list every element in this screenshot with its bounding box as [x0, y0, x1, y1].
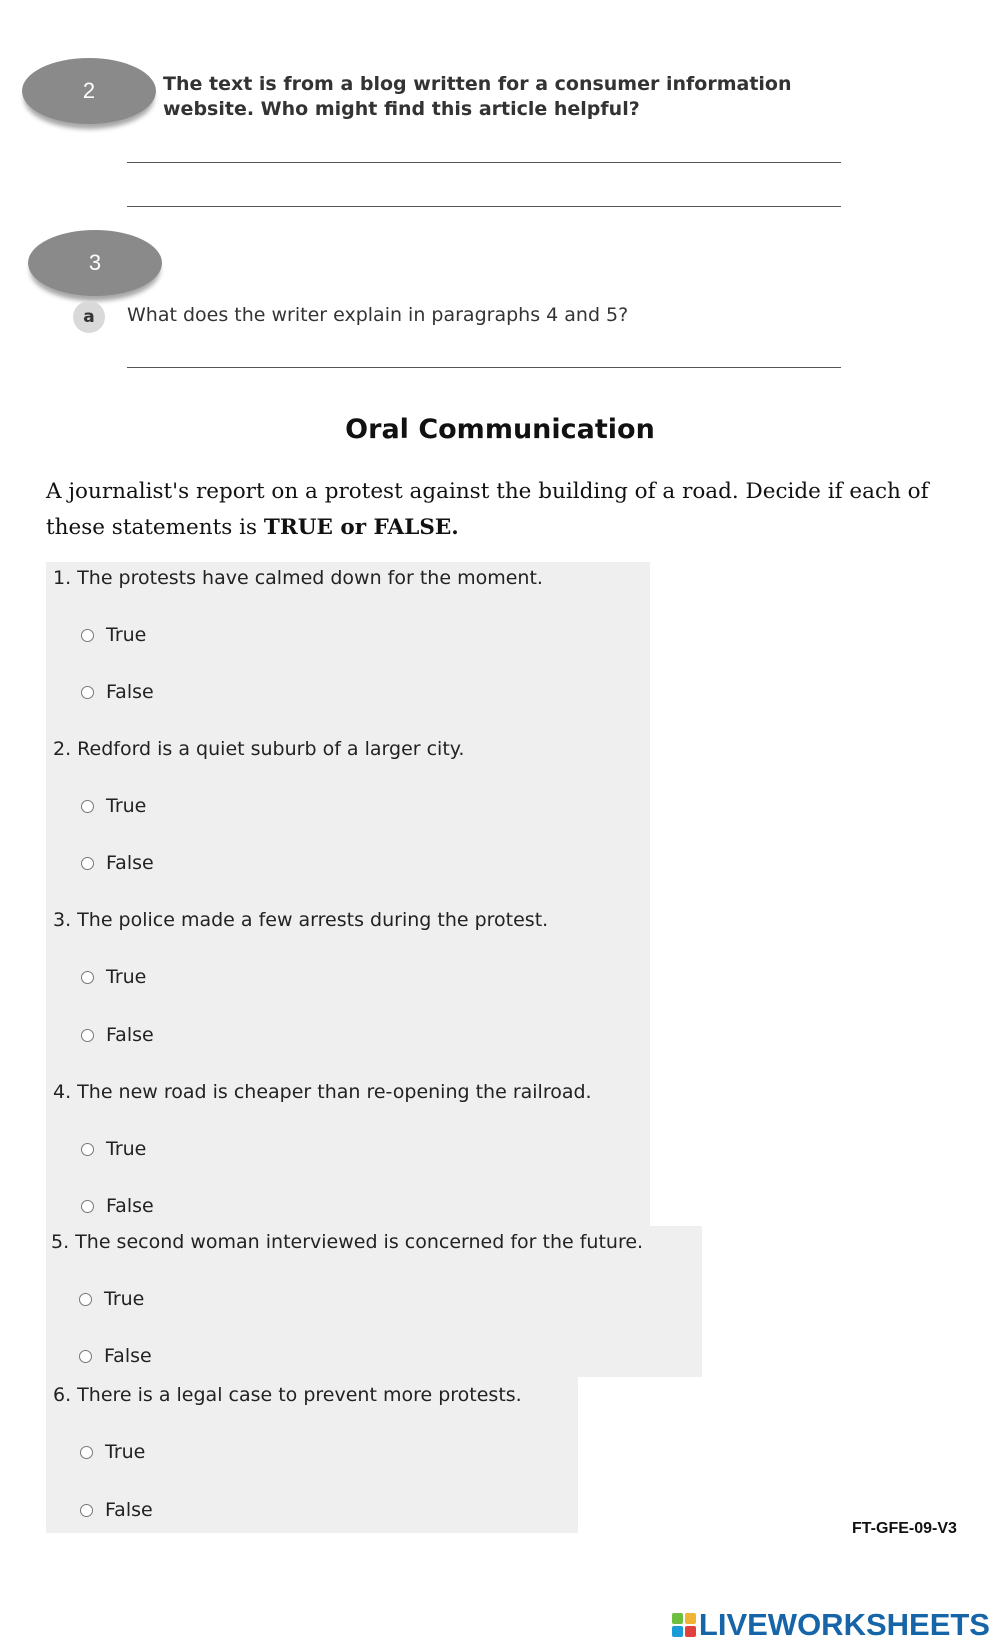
statement-text: 5. The second woman interviewed is concerned for the future.: [51, 1231, 644, 1253]
statement-text: 1. The protests have calmed down for the moment.: [53, 567, 543, 589]
answer-line[interactable]: [127, 162, 841, 163]
radio-button[interactable]: [81, 1029, 94, 1042]
option-label: True: [106, 795, 147, 817]
option-label: True: [106, 624, 147, 646]
option-false[interactable]: [81, 1195, 154, 1217]
liveworksheets-logo-icon: [671, 1612, 697, 1638]
question-2-text: [163, 72, 792, 122]
radio-button[interactable]: [81, 857, 94, 870]
section-heading: Oral Communication: [345, 414, 655, 445]
question-3a-text: What does the writer explain in paragraphs 4 and 5?: [127, 304, 629, 326]
option-label: True: [106, 1138, 147, 1160]
option-false[interactable]: [81, 1024, 154, 1046]
radio-button[interactable]: [79, 1350, 92, 1363]
option-true[interactable]: [79, 1288, 144, 1310]
radio-button[interactable]: [81, 971, 94, 984]
answer-line[interactable]: [127, 206, 841, 207]
option-label: False: [105, 1499, 153, 1521]
document-code: FT-GFE-09-V3: [852, 1520, 957, 1537]
instructions-text: A journalist's report on a protest against the building of a road. Decide if each of these statements is: [46, 479, 929, 540]
statement-text: 2. Redford is a quiet suburb of a larger city.: [53, 738, 465, 760]
radio-button[interactable]: [80, 1446, 93, 1459]
statement-text: 3. The police made a few arrests during the protest.: [53, 909, 549, 931]
statement-text: 6. There is a legal case to prevent more protests.: [53, 1384, 522, 1406]
radio-button[interactable]: [79, 1293, 92, 1306]
question-2-line-2: website. Who might find this article helpful?: [163, 98, 640, 120]
option-true[interactable]: [81, 966, 146, 988]
option-true[interactable]: [81, 795, 146, 817]
option-true[interactable]: [81, 1138, 146, 1160]
option-label: True: [106, 966, 147, 988]
radio-button[interactable]: [81, 1143, 94, 1156]
statement-text: 4. The new road is cheaper than re-opening the railroad.: [53, 1081, 592, 1103]
option-label: False: [106, 681, 154, 703]
option-label: True: [104, 1288, 145, 1310]
option-false[interactable]: [81, 852, 154, 874]
answer-line[interactable]: [127, 367, 841, 368]
option-false[interactable]: [79, 1345, 152, 1367]
sub-question-badge: a: [73, 301, 105, 333]
option-true[interactable]: [80, 1441, 145, 1463]
option-label: False: [106, 1195, 154, 1217]
question-number-badge: 2: [22, 58, 156, 124]
instructions-bold-text: TRUE or FALSE.: [263, 515, 459, 540]
radio-button[interactable]: [81, 1200, 94, 1213]
radio-button[interactable]: [81, 629, 94, 642]
option-false[interactable]: [80, 1499, 153, 1521]
liveworksheets-logo: [671, 1607, 990, 1643]
question-2-line-1: The text is from a blog written for a consumer information: [163, 73, 792, 95]
logo-text: LIVEWORKSHEETS: [698, 1607, 990, 1642]
option-false[interactable]: [81, 681, 154, 703]
option-label: False: [104, 1345, 152, 1367]
option-label: False: [106, 1024, 154, 1046]
option-label: True: [105, 1441, 146, 1463]
radio-button[interactable]: [81, 800, 94, 813]
instructions-paragraph: [46, 474, 946, 546]
radio-button[interactable]: [81, 686, 94, 699]
question-number-badge: 3: [28, 230, 162, 296]
question-panel: [46, 562, 650, 1226]
option-true[interactable]: [81, 624, 146, 646]
radio-button[interactable]: [80, 1504, 93, 1517]
option-label: False: [106, 852, 154, 874]
